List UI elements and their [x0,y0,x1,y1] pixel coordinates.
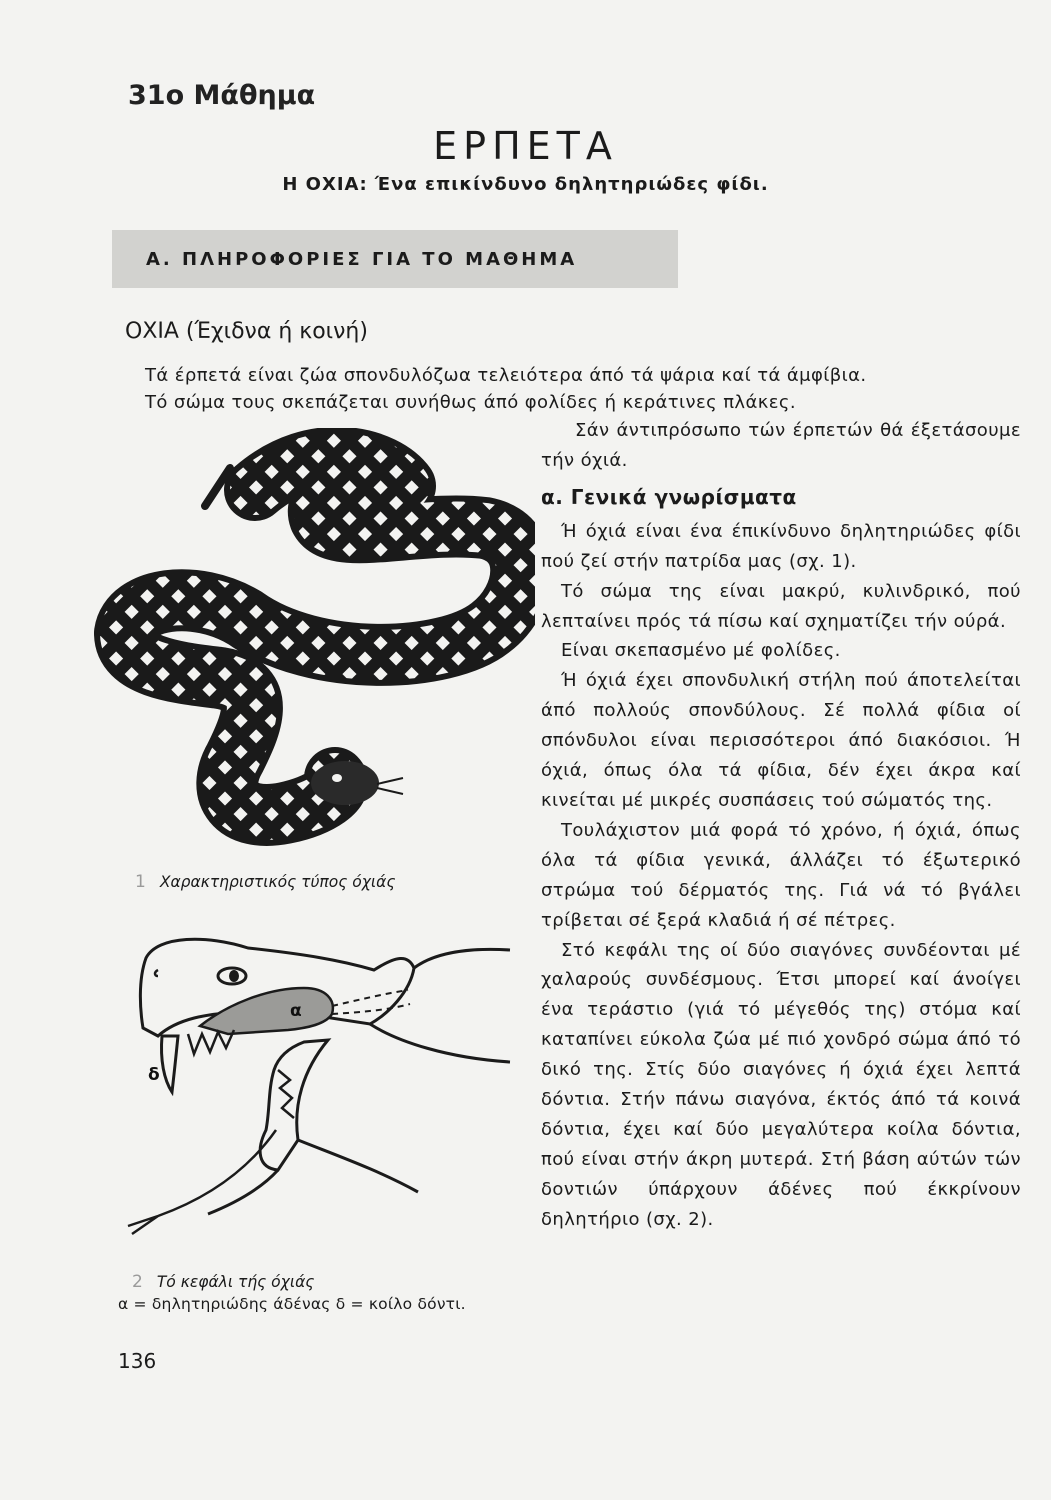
lesson-label: 31ο Μάθημα [128,80,316,111]
figure2-caption-text: Τό κεφάλι τής όχιάς [156,1273,315,1291]
figure2-number: 2 [132,1272,143,1292]
forked-tongue [128,1130,276,1234]
topic-heading: ΟΧΙΑ (Έχιδνα ή κοινή) [125,319,368,344]
lower-jaw [260,1040,328,1170]
paragraph: Είναι σκεπασμένο μέ φολίδες. [561,640,841,662]
paragraph: Ή όχιά είναι ένα έπικίνδυνο δηλητηριώδες φίδι πού ζεί στήν πατρίδα μας (σχ. 1). [541,520,1021,572]
figure1-caption [135,872,396,892]
hollow-fang [161,1036,178,1092]
paragraph: Τό σώμα της είναι μακρύ, κυλινδρικό, πού λεπταίνει πρός τά πίσω καί σχηματίζει τήν ούρά. [541,580,1021,632]
gland-label: α [290,1001,302,1021]
subheading: α. Γενικά γνωρίσματα [541,484,797,509]
intro-text [145,362,866,416]
section-heading: Α. ΠΛΗΡΟΦΟΡΙΕΣ ΓΙΑ ΤΟ ΜΑΘΗΜΑ [146,249,578,270]
paragraph: Σάν άντιπρόσωπο τών έρπετών θά έξετάσουμε τήν όχιά. [541,420,1021,471]
figure1-number: 1 [135,872,146,892]
paragraph: Τουλάχιστον μιά φορά τό χρόνο, ή όχιά, όπως όλα τά φίδια γενικά, άλλάζει τό έξωτερικό στρώμα τού δέρματός της. Γιά νά τό βγάλει τρίβεται σέ ξερά κλαδιά ή σέ πέτρες. [541,819,1021,931]
right-column [541,416,1021,1235]
snake-head [311,761,379,805]
figure1-caption-text: Χαρακτηριστικός τύπος όχιάς [159,873,396,891]
viper-head-diagram [118,930,518,1242]
intro-line: Τά έρπετά είναι ζώα σπονδυλόζωα τελειότερα άπό τά ψάρια καί τά άμφίβια. [145,365,867,386]
snake-tongue [377,778,403,794]
figure2-caption [132,1272,314,1292]
intro-line: Τό σώμα τους σκεπάζεται συνήθως άπό φολίδες ή κεράτινες πλάκες. [145,392,796,413]
snake-scale-pattern [125,458,521,815]
page-number: 136 [118,1349,157,1373]
fang-label: δ [148,1065,160,1085]
snake-illustration [85,428,535,848]
page-subtitle: Η ΟΧΙΑ: Ένα επικίνδυνο δηλητηριώδες φίδι. [282,174,769,195]
paragraph: Ή όχιά έχει σπονδυλική στήλη πού άποτελείται άπό πολλούς σπονδύλους. Σέ πολλά φίδια οί σπόνδυλοι είναι περισσότεροι άπό διακόσιοι. Ή όχιά, όπως όλα τά φίδια, δέν έχει άκρα καί κινείται μέ μικρές συσπάσεις τού σώματός της. [541,670,1021,811]
snake-eye [332,774,342,782]
page-title: ΕΡΠΕΤΑ [433,124,618,168]
paragraph: Στό κεφάλι της οί δύο σιαγόνες συνδέονται μέ χαλαρούς συνδέσμους. Έτσι μπορεί καί άνοίγει ένα τεράστιο (γιά τό μέγεθός της) στόμα καί καταπίνει εύκολα ζώα μέ πιό χονδρό σώμα άπό τό δικό της. Στίς δύο σιαγόνες ή όχιά έχει λεπτά δόντια. Στήν πάνω σιαγόνα, έκτός άπό τά κοινά δόντια, έχει καί δύο μεγαλύτερα κοίλα δόντια, πού είναι στήν άκρη μυτερά. Στή βάση αύτών τών δοντιών ύπάρχουν άδένες πού έκκρίνουν δηλητήριο (σχ. 2). [541,939,1021,1230]
figure2-legend: α = δηλητηριώδης άδένας δ = κοίλο δόντι. [118,1295,466,1313]
